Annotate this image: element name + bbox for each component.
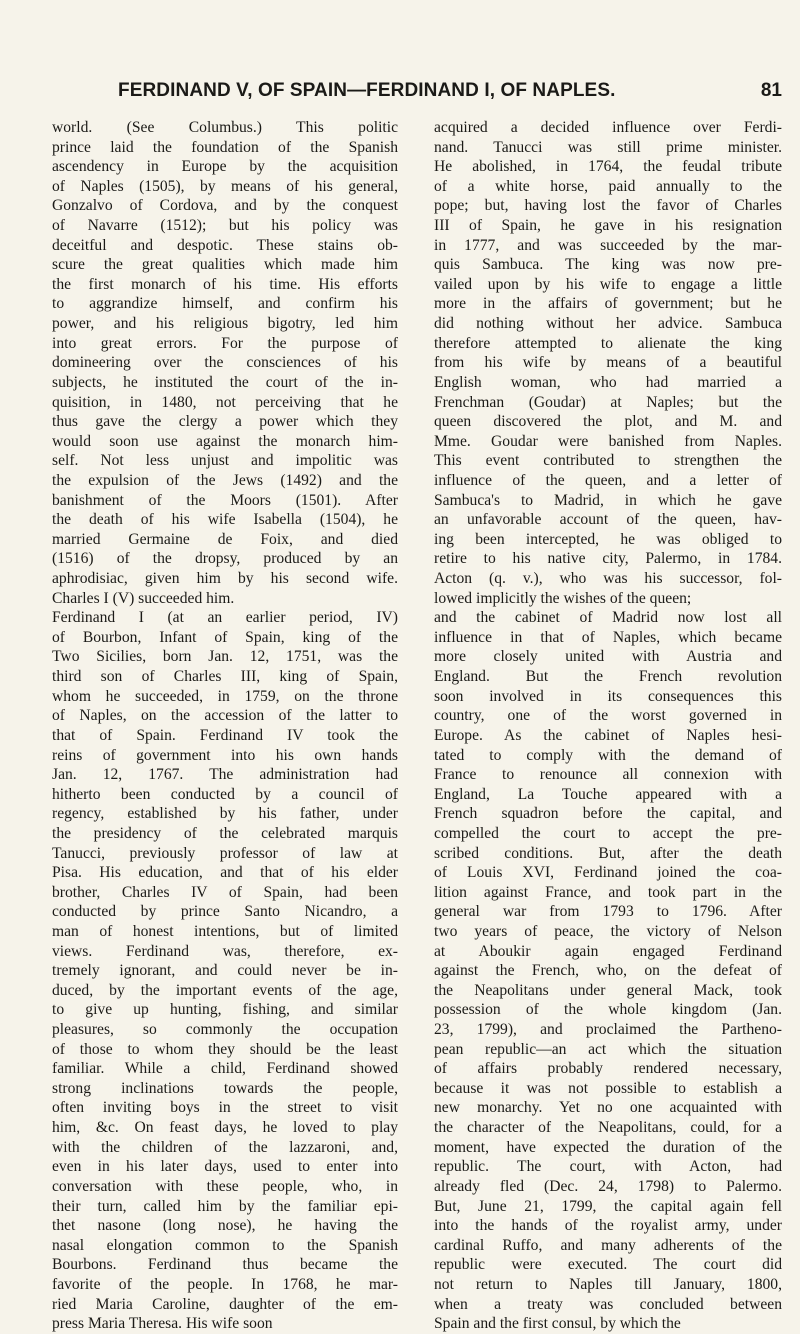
text-line: reins of government into his own hands <box>52 746 398 764</box>
text-line: Tanucci, previously professor of law at <box>52 844 398 862</box>
text-line: would soon use against the monarch him- <box>52 432 398 450</box>
text-line: world. (See Columbus.) This politic <box>52 119 398 136</box>
text-line: ried Maria Caroline, daughter of the em- <box>52 1295 398 1313</box>
text-line: conducted by prince Santo Nicandro, a <box>52 903 398 921</box>
text-line: But, June 21, 1799, the capital again fell <box>434 1197 782 1215</box>
text-line: man of honest intentions, but of limited <box>52 922 398 940</box>
text-line: at Aboukir again engaged Ferdinand <box>434 942 782 960</box>
text-line: vailed upon by his wife to engage a little <box>434 275 782 293</box>
text-line: Gonzalvo of Cordova, and by the conquest <box>52 197 398 215</box>
text-line: because it was not possible to establish a <box>434 1079 782 1097</box>
text-line: Spain and the first consul, by which the <box>434 1315 681 1333</box>
text-line: aphrodisiac, given him by his second wife. <box>52 570 398 588</box>
text-line: nand. Tanucci was still prime minister. <box>434 138 782 156</box>
text-line: pean republic—an act which the situation <box>434 1040 782 1058</box>
text-line: This event contributed to strengthen the <box>434 452 782 470</box>
text-line: to aggrandize himself, and confirm his <box>52 295 398 313</box>
text-line: thet nasone (long nose), he having the <box>52 1217 398 1235</box>
text-line: from his wife by means of a beautiful <box>434 354 782 372</box>
text-line: cardinal Ruffo, and many adherents of the <box>434 1236 782 1254</box>
text-line: prince laid the foundation of the Spanish <box>52 138 398 156</box>
text-line: ascendency in Europe by the acquisition <box>52 158 398 176</box>
text-line: lowed implicitly the wishes of the queen; <box>434 589 692 607</box>
text-line: Bourbons. Ferdinand thus became the <box>52 1256 398 1274</box>
text-line: against the French, who, on the defeat of <box>434 962 782 980</box>
text-line: did nothing without her advice. Sambuca <box>434 315 782 333</box>
text-line: brother, Charles IV of Spain, had been <box>52 883 398 901</box>
text-line: into great errors. For the purpose of <box>52 334 398 352</box>
text-line: new monarchy. Yet no one acquainted with <box>434 1099 782 1117</box>
text-line: (1516) of the dropsy, produced by an <box>52 550 398 568</box>
text-line: Frenchman (Goudar) at Naples; but the <box>434 393 782 411</box>
text-line: regency, established by his father, under <box>52 805 398 823</box>
text-line: the first monarch of his time. His efforts <box>52 275 398 293</box>
text-line: 23, 1799), and proclaimed the Partheno- <box>434 1021 782 1039</box>
running-title: FERDINAND V, OF SPAIN—FERDINAND I, OF NAPLES. <box>118 80 616 101</box>
text-line: that of Spain. Ferdinand IV took the <box>52 726 398 744</box>
text-line: strong inclinations towards the people, <box>52 1079 398 1097</box>
text-line: Pisa. His education, and that of his elder <box>52 864 398 882</box>
text-line: scribed conditions. But, after the death <box>434 844 782 862</box>
text-line: banishment of the Moors (1501). After <box>52 491 398 509</box>
text-line: duced, by the important events of the age, <box>52 981 398 999</box>
text-line: often inviting boys in the street to visit <box>52 1099 398 1117</box>
text-line: of Naples (1505), by means of his general, <box>52 177 398 195</box>
text-line: of Louis XVI, Ferdinand joined the coa- <box>434 864 782 882</box>
text-line: favorite of the people. In 1768, he mar- <box>52 1275 398 1293</box>
text-line: into the hands of the royalist army, under <box>434 1217 782 1235</box>
text-line: republic were executed. The court did <box>434 1256 782 1274</box>
text-line: the expulsion of the Jews (1492) and the <box>52 471 398 489</box>
text-line: of Navarre (1512); but his policy was <box>52 217 398 235</box>
text-line: an unfavorable account of the queen, hav- <box>434 511 782 529</box>
text-line: him, &c. On feast days, he loved to play <box>52 1119 398 1137</box>
text-line: tremely ignorant, and could never be in- <box>52 962 398 980</box>
text-line: whom he succeeded, in 1759, on the throne <box>52 687 398 705</box>
text-line: more closely united with Austria and <box>434 648 782 666</box>
text-line: Jan. 12, 1767. The administration had <box>52 766 398 784</box>
text-line: deceitful and despotic. These stains ob- <box>52 236 398 254</box>
text-line: pope; but, having lost the favor of Charles <box>434 197 782 215</box>
text-line: conversation with these people, who, in <box>52 1177 398 1195</box>
text-line: hitherto been conducted by a council of <box>52 785 398 803</box>
text-line: Ferdinand I (at an earlier period, IV) <box>52 609 398 627</box>
text-line: the presidency of the celebrated marquis <box>52 824 398 842</box>
text-line: of a white horse, paid annually to the <box>434 177 782 195</box>
text-line: domineering over the consciences of his <box>52 354 398 372</box>
text-line: quis Sambuca. The king was now pre- <box>434 256 782 274</box>
text-line: not return to Naples till January, 1800, <box>434 1275 782 1293</box>
text-line: in 1777, and was succeeded by the mar- <box>434 236 782 254</box>
text-line: the character of the Neapolitans, could, for a <box>434 1119 782 1137</box>
text-line: retire to his native city, Palermo, in 1784. <box>434 550 782 568</box>
text-line: ing been intercepted, he was obliged to <box>434 530 782 548</box>
text-line: subjects, he instituted the court of the in- <box>52 373 398 391</box>
text-line: views. Ferdinand was, therefore, ex- <box>52 942 398 960</box>
text-line: influence in that of Naples, which became <box>434 628 782 646</box>
right-text-column <box>434 118 782 1334</box>
text-line: France to renounce all connexion with <box>434 766 782 784</box>
text-line: lition against France, and took part in the <box>434 883 782 901</box>
text-line: the death of his wife Isabella (1504), he <box>52 511 398 529</box>
text-line: French squadron before the capital, and <box>434 805 782 823</box>
text-line: general war from 1793 to 1796. After <box>434 903 782 921</box>
text-line: country, one of the worst governed in <box>434 707 782 725</box>
text-line: thus gave the clergy a power which they <box>52 413 398 431</box>
text-line: to give up hunting, fishing, and similar <box>52 1001 398 1019</box>
text-line: England. But the French revolution <box>434 668 782 686</box>
text-line: English woman, who had married a <box>434 373 782 391</box>
page-number: 81 <box>760 80 782 101</box>
text-line: moment, have expected the duration of the <box>434 1138 782 1156</box>
left-text-column <box>52 118 398 1334</box>
text-line: even in his later days, used to enter into <box>52 1158 398 1176</box>
text-line: more in the affairs of government; but he <box>434 295 782 313</box>
text-line: Sambuca's to Madrid, in which he gave <box>434 491 782 509</box>
text-line: with the children of the lazzaroni, and, <box>52 1138 398 1156</box>
text-line: scure the great qualities which made him <box>52 256 398 274</box>
text-line: III of Spain, he gave in his resignation <box>434 217 782 235</box>
text-line: Two Sicilies, born Jan. 12, 1751, was the <box>52 648 398 666</box>
text-line: therefore attempted to alienate the king <box>434 334 782 352</box>
running-head <box>118 80 782 110</box>
text-line: tated to comply with the demand of <box>434 746 782 764</box>
text-line: self. Not less unjust and impolitic was <box>52 452 398 470</box>
text-line: of Bourbon, Infant of Spain, king of the <box>52 628 398 646</box>
text-line: when a treaty was concluded between <box>434 1295 782 1313</box>
text-line: possession of the whole kingdom (Jan. <box>434 1001 782 1019</box>
text-line: acquired a decided influence over Ferdi- <box>434 119 782 136</box>
text-line: republic. The court, with Acton, had <box>434 1158 782 1176</box>
text-line: compelled the court to accept the pre- <box>434 824 782 842</box>
text-line: pleasures, so commonly the occupation <box>52 1021 398 1039</box>
text-line: third son of Charles III, king of Spain, <box>52 668 398 686</box>
text-line: queen discovered the plot, and M. and <box>434 413 782 431</box>
text-line: England, La Touche appeared with a <box>434 785 782 803</box>
text-line: and the cabinet of Madrid now lost all <box>434 609 782 627</box>
text-line: of those to whom they should be the least <box>52 1040 398 1058</box>
text-line: of affairs probably rendered necessary, <box>434 1060 782 1078</box>
text-line: of Naples, on the accession of the latter to <box>52 707 398 725</box>
text-line: influence of the queen, and a letter of <box>434 471 782 489</box>
text-line: quisition, in 1480, not perceiving that he <box>52 393 398 411</box>
text-line: soon involved in its consequences this <box>434 687 782 705</box>
text-line: familiar. While a child, Ferdinand showed <box>52 1060 398 1078</box>
text-line: power, and his religious bigotry, led him <box>52 315 398 333</box>
text-line: He abolished, in 1764, the feudal tribute <box>434 158 782 176</box>
text-line: their turn, called him by the familiar epi- <box>52 1197 398 1215</box>
text-line: the Neapolitans under general Mack, took <box>434 981 782 999</box>
text-line: two years of peace, the victory of Nelson <box>434 922 782 940</box>
text-line: nasal elongation common to the Spanish <box>52 1236 398 1254</box>
text-line: already fled (Dec. 24, 1798) to Palermo. <box>434 1177 782 1195</box>
text-line: Mme. Goudar were banished from Naples. <box>434 432 782 450</box>
text-line: press Maria Theresa. His wife soon <box>52 1315 273 1333</box>
text-line: Europe. As the cabinet of Naples hesi- <box>434 726 782 744</box>
text-line: married Germaine de Foix, and died <box>52 530 398 548</box>
text-line: Charles I (V) succeeded him. <box>52 589 235 607</box>
text-line: Acton (q. v.), who was his successor, fol- <box>434 570 782 588</box>
